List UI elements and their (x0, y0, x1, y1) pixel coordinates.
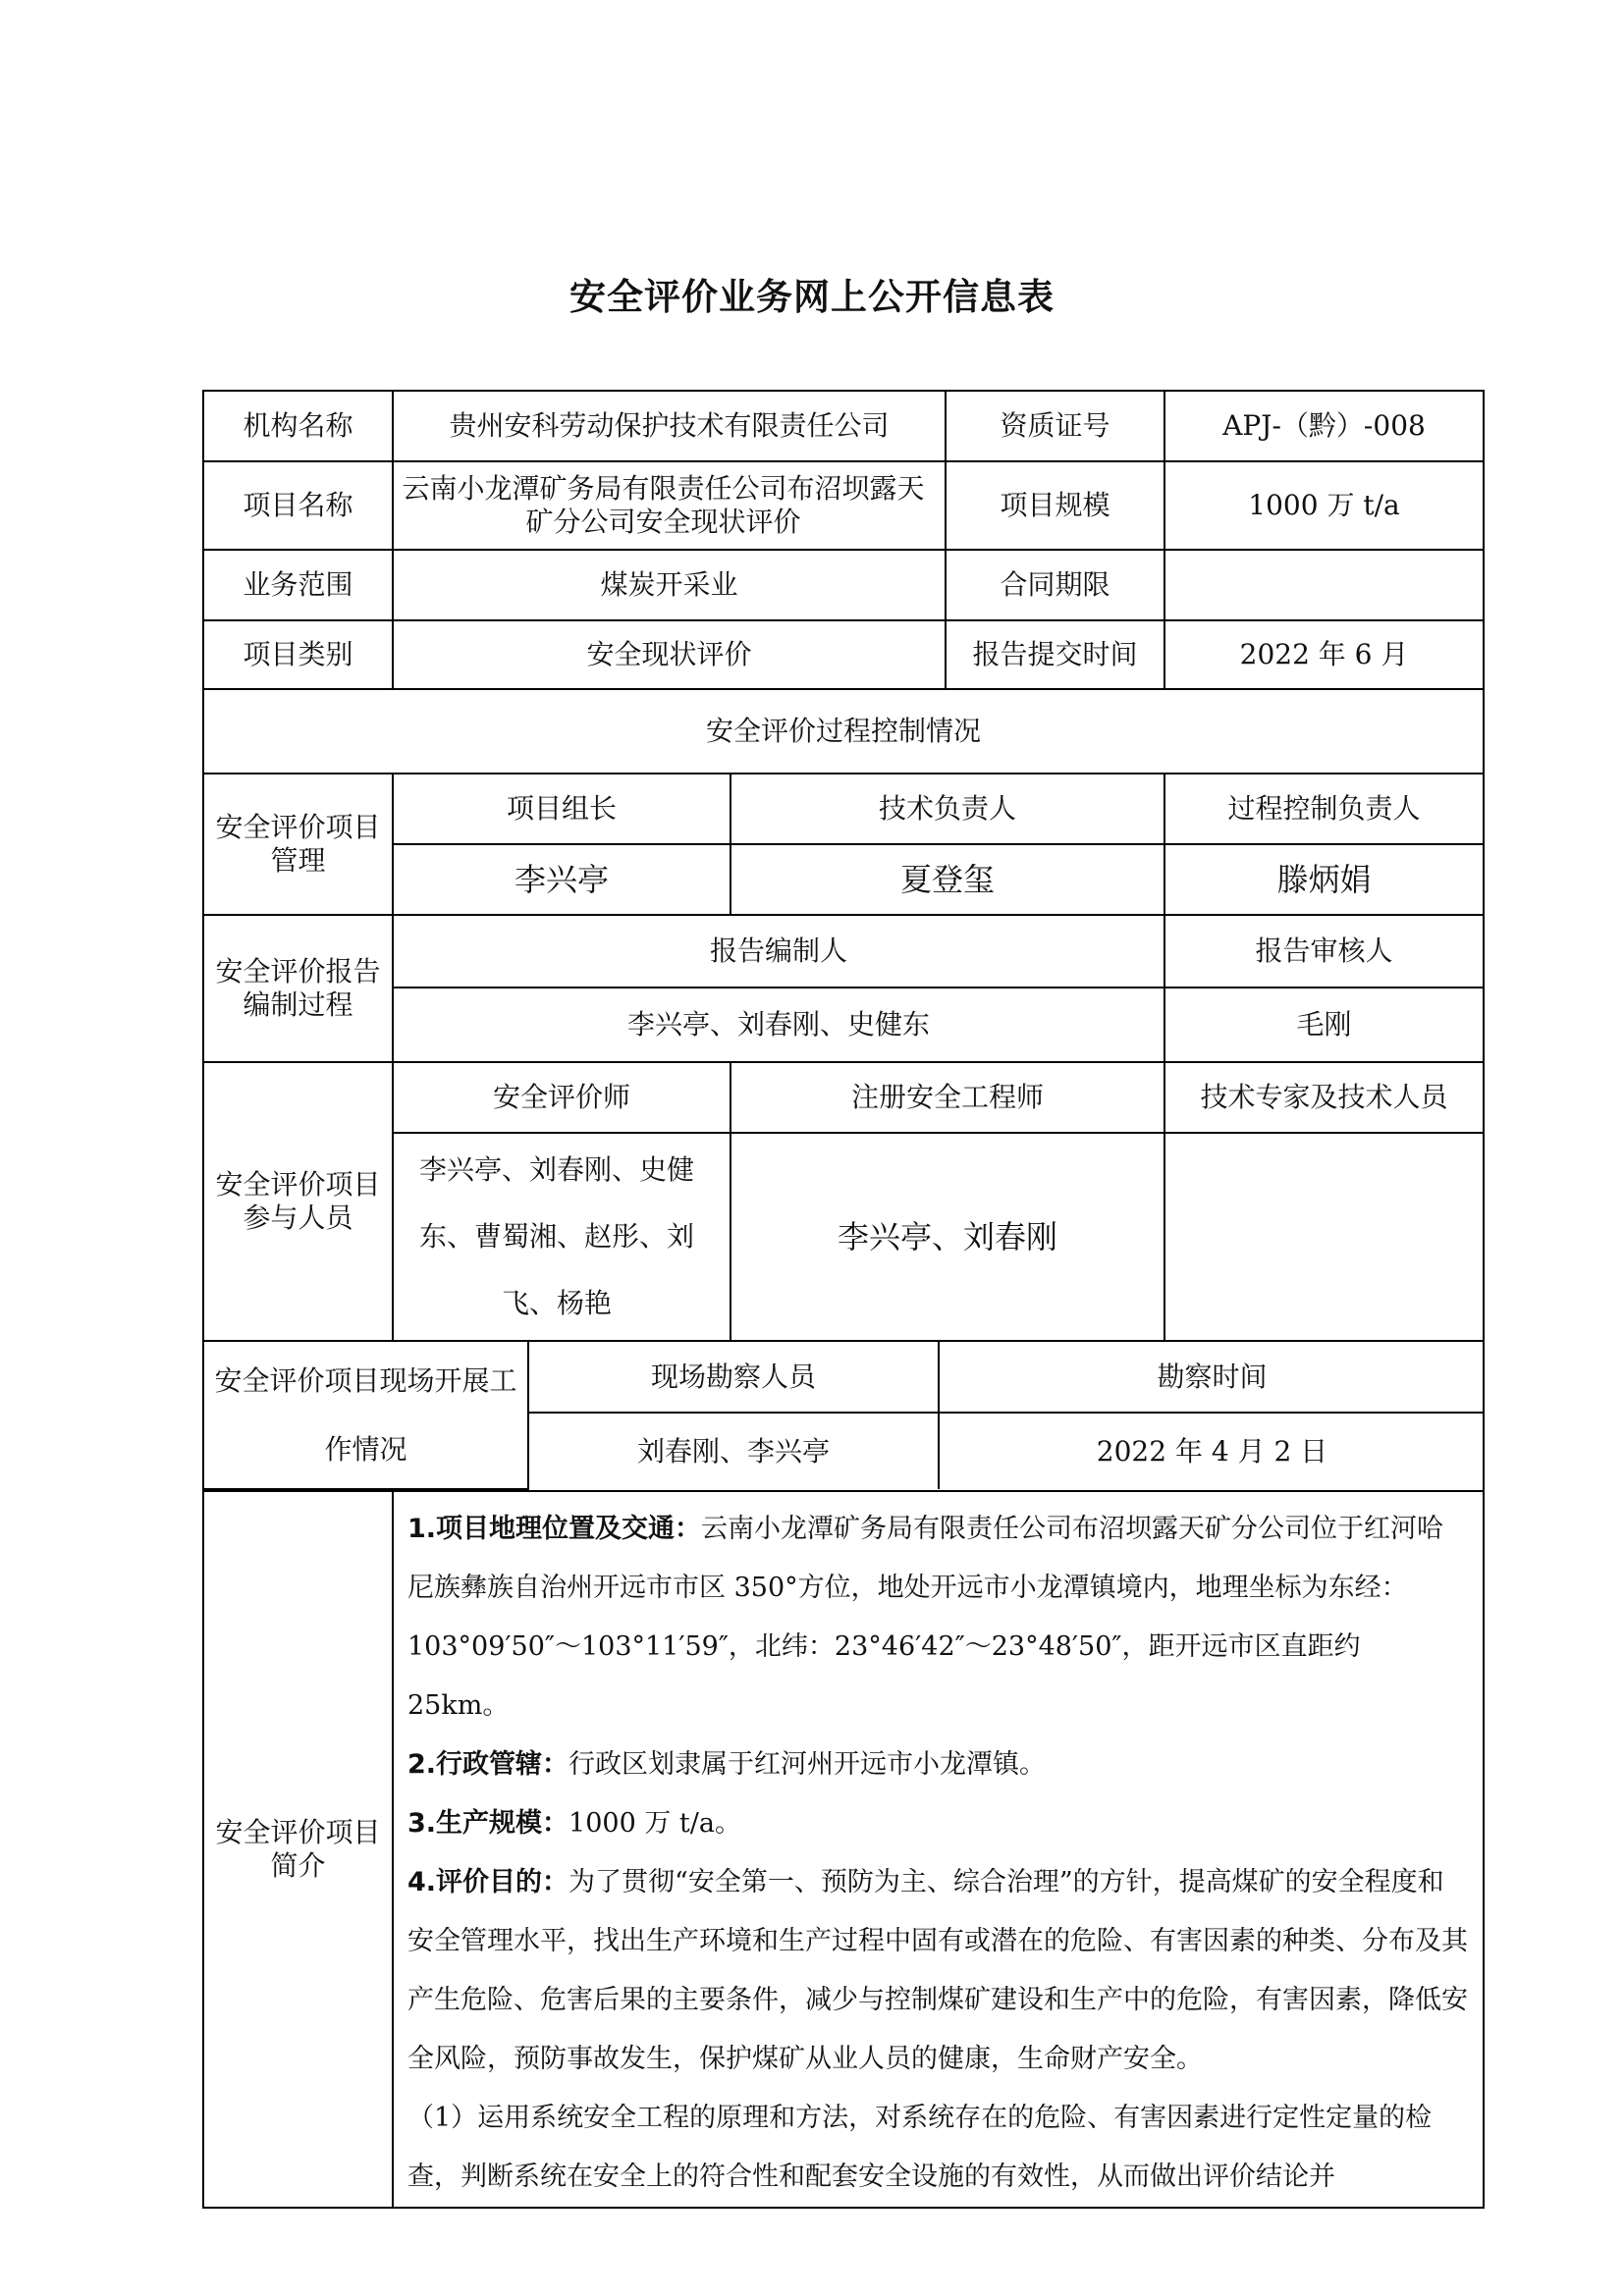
category-value: 安全现状评价 (393, 620, 946, 689)
management-header-leader: 项目组长 (393, 774, 731, 844)
scale-label: 项目规模 (946, 461, 1164, 550)
row-management-values (203, 844, 1484, 915)
row-participants-head (203, 1062, 1484, 1133)
site-header-time: 勘察时间 (939, 1342, 1484, 1413)
project-label: 项目名称 (203, 461, 393, 550)
site-time: 2022 年 4 月 2 日 (939, 1413, 1484, 1489)
participants-experts (1164, 1133, 1484, 1341)
intro-item-head: 3.生产规模： (407, 1808, 569, 1839)
management-label: 安全评价项目管理 (203, 774, 393, 915)
report-label: 安全评价报告编制过程 (203, 915, 393, 1062)
category-label: 项目类别 (203, 620, 393, 689)
row-category (203, 620, 1484, 689)
intro-item (407, 1735, 1469, 1794)
intro-item (407, 1500, 1469, 1735)
intro-item (407, 1794, 1469, 1853)
intro-item (407, 1853, 1469, 2089)
row-intro (203, 1491, 1484, 2208)
site-inspectors: 刘春刚、李兴亭 (528, 1413, 939, 1489)
intro-item-head: 4.评价目的： (407, 1867, 569, 1897)
row-business (203, 550, 1484, 620)
cert-label: 资质证号 (946, 391, 1164, 461)
business-label: 业务范围 (203, 550, 393, 620)
participants-engineers: 李兴亭、刘春刚 (731, 1133, 1164, 1341)
management-leader: 李兴亭 (393, 844, 731, 915)
process-header: 安全评价过程控制情况 (203, 689, 1484, 774)
org-value: 贵州安科劳动保护技术有限责任公司 (393, 391, 946, 461)
business-value: 煤炭开采业 (393, 550, 946, 620)
row-management-head (203, 774, 1484, 844)
intro-item-text: （1）运用系统安全工程的原理和方法，对系统存在的危险、有害因素进行定性定量的检查，判断系统在安全上的符合性和配套安全设施的有效性，从而做出评价结论并 (407, 2103, 1433, 2192)
contract-value (1164, 550, 1484, 620)
intro-item-head: 1.项目地理位置及交通： (407, 1514, 702, 1544)
report-header-reviewer: 报告审核人 (1164, 915, 1484, 988)
participants-label: 安全评价项目参与人员 (203, 1062, 393, 1341)
row-org (203, 391, 1484, 461)
page-title: 安全评价业务网上公开信息表 (569, 276, 1055, 318)
contract-label: 合同期限 (946, 550, 1164, 620)
report-header-author: 报告编制人 (393, 915, 1164, 988)
site-table (204, 1342, 1484, 1490)
row-process-header (203, 689, 1484, 774)
row-report-head (203, 915, 1484, 988)
participants-header-expert: 技术专家及技术人员 (1164, 1062, 1484, 1133)
management-header-control: 过程控制负责人 (1164, 774, 1484, 844)
participants-header-evaluator: 安全评价师 (393, 1062, 731, 1133)
org-label: 机构名称 (203, 391, 393, 461)
info-table (202, 390, 1485, 2209)
site-label: 安全评价项目现场开展工作情况 (204, 1342, 528, 1489)
row-participants-values (203, 1133, 1484, 1341)
row-project (203, 461, 1484, 550)
site-header-inspectors: 现场勘察人员 (528, 1342, 939, 1413)
report-reviewer: 毛刚 (1164, 988, 1484, 1062)
intro-item-text: 云南小龙潭矿务局有限责任公司布沼坝露天矿分公司位于红河哈尼族彝族自治州开远市市区 350°方位，地处开远市小龙潭镇境内，地理坐标为东经：103°09′50″～103°11′59″，北纬：23°46′42″～23°48′50″，距开远市区直距约 25km。 (407, 1514, 1444, 1721)
participants-evaluators: 李兴亭、刘春刚、史健东、曹蜀湘、赵彤、刘飞、杨艳 (393, 1133, 731, 1341)
row-report-values (203, 988, 1484, 1062)
intro-item (407, 2089, 1469, 2207)
management-control: 滕炳娟 (1164, 844, 1484, 915)
scale-value: 1000 万 t/a (1164, 461, 1484, 550)
intro-content (393, 1491, 1484, 2208)
intro-item-text: 1000 万 t/a。 (568, 1808, 741, 1839)
management-header-tech: 技术负责人 (731, 774, 1164, 844)
intro-item-head: 2.行政管辖： (407, 1749, 569, 1780)
submit-value: 2022 年 6 月 (1164, 620, 1484, 689)
intro-item-text: 行政区划隶属于红河州开远市小龙潭镇。 (568, 1749, 1047, 1780)
intro-label: 安全评价项目简介 (203, 1491, 393, 2208)
participants-header-engineer: 注册安全工程师 (731, 1062, 1164, 1133)
row-site (203, 1341, 1484, 1491)
submit-label: 报告提交时间 (946, 620, 1164, 689)
management-tech: 夏登玺 (731, 844, 1164, 915)
cert-value: APJ-（黔）-008 (1164, 391, 1484, 461)
report-author: 李兴亭、刘春刚、史健东 (393, 988, 1164, 1062)
project-value: 云南小龙潭矿务局有限责任公司布沼坝露天矿分公司安全现状评价 (393, 461, 946, 550)
intro-item-text: 为了贯彻“安全第一、预防为主、综合治理”的方针，提高煤矿的安全程度和安全管理水平，找出生产环境和生产过程中固有或潜在的危险、有害因素的种类、分布及其产生危险、危害后果的主要条件，减少与控制煤矿建设和生产中的危险，有害因素，降低安全风险，预防事故发生，保护煤矿从业人员的健康，生命财产安全。 (407, 1867, 1468, 2074)
